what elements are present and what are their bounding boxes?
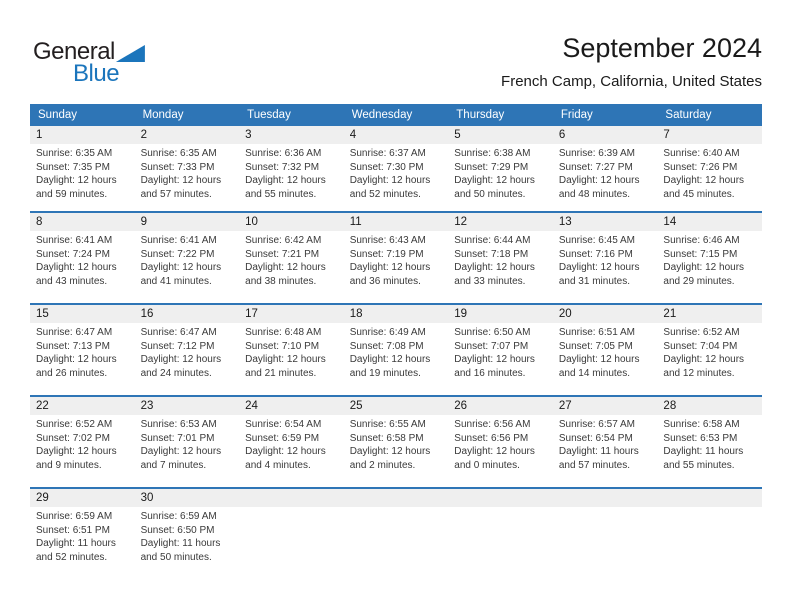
- week-row: [30, 211, 762, 303]
- day-daylight: Daylight: 12 hours and 38 minutes.: [245, 262, 326, 287]
- day-cell-6: [553, 126, 658, 211]
- day-number: 8: [30, 213, 135, 231]
- day-number: 21: [657, 305, 762, 323]
- day-daylight: Daylight: 12 hours and 50 minutes.: [454, 175, 535, 200]
- day-sunrise: Sunrise: 6:55 AM: [349, 419, 426, 430]
- day-sunrise: Sunrise: 6:35 AM: [36, 148, 113, 159]
- day-cell-9: [135, 213, 240, 303]
- day-details: [448, 231, 553, 288]
- day-daylight: Daylight: 12 hours and 33 minutes.: [454, 262, 535, 287]
- logo-text-blue: Blue: [73, 60, 120, 87]
- day-number: 11: [344, 213, 449, 231]
- day-sunset: Sunset: 7:32 PM: [245, 161, 320, 173]
- day-sunrise: Sunrise: 6:44 AM: [454, 235, 531, 246]
- day-sunset: Sunset: 6:53 PM: [663, 432, 738, 444]
- day-daylight: Daylight: 11 hours and 50 minutes.: [140, 538, 221, 563]
- day-details: [657, 415, 762, 472]
- day-daylight: Daylight: 12 hours and 55 minutes.: [245, 175, 326, 200]
- day-cell-20: [553, 305, 658, 395]
- day-sunrise: Sunrise: 6:59 AM: [140, 511, 217, 522]
- day-sunrise: Sunrise: 6:38 AM: [454, 148, 531, 159]
- day-daylight: Daylight: 12 hours and 12 minutes.: [663, 354, 745, 379]
- day-sunrise: Sunrise: 6:41 AM: [36, 235, 113, 246]
- day-sunrise: Sunrise: 6:41 AM: [140, 235, 217, 246]
- day-details: [344, 144, 449, 201]
- day-details: [344, 415, 449, 472]
- day-daylight: Daylight: 12 hours and 24 minutes.: [140, 354, 222, 379]
- day-details: [239, 415, 344, 472]
- day-details: [344, 231, 449, 288]
- day-number: 19: [448, 305, 553, 323]
- day-daylight: Daylight: 12 hours and 41 minutes.: [140, 262, 222, 287]
- calendar-body: [30, 126, 762, 579]
- day-details: [553, 415, 658, 472]
- day-daylight: Daylight: 12 hours and 45 minutes.: [663, 175, 745, 200]
- day-sunrise: Sunrise: 6:53 AM: [140, 419, 217, 430]
- day-sunset: Sunset: 7:30 PM: [349, 161, 424, 173]
- day-cell-empty: [553, 489, 658, 579]
- week-row: [30, 303, 762, 395]
- day-cell-12: [448, 213, 553, 303]
- day-number: 16: [135, 305, 240, 323]
- day-sunrise: Sunrise: 6:48 AM: [245, 327, 322, 338]
- day-details: [239, 144, 344, 201]
- week-row: [30, 487, 762, 579]
- page-subtitle: French Camp, California, United States: [501, 73, 762, 90]
- day-details: [30, 323, 135, 380]
- day-sunset: Sunset: 6:54 PM: [558, 432, 633, 444]
- day-number: 2: [135, 126, 240, 144]
- day-daylight: Daylight: 12 hours and 31 minutes.: [558, 262, 640, 287]
- day-number: 12: [448, 213, 553, 231]
- page-title: September 2024: [562, 33, 762, 63]
- weekday-header-monday: Monday: [142, 109, 184, 121]
- day-sunrise: Sunrise: 6:35 AM: [140, 148, 217, 159]
- day-sunrise: Sunrise: 6:45 AM: [558, 235, 635, 246]
- day-cell-27: [553, 397, 658, 487]
- day-sunrise: Sunrise: 6:51 AM: [558, 327, 635, 338]
- day-details: [657, 144, 762, 201]
- day-number: 20: [553, 305, 658, 323]
- day-sunset: Sunset: 7:10 PM: [245, 340, 320, 352]
- day-daylight: Daylight: 12 hours and 19 minutes.: [349, 354, 431, 379]
- day-daylight: Daylight: 12 hours and 52 minutes.: [349, 175, 431, 200]
- day-cell-23: [135, 397, 240, 487]
- day-sunset: Sunset: 7:15 PM: [663, 248, 738, 260]
- day-sunset: Sunset: 7:07 PM: [454, 340, 529, 352]
- day-sunset: Sunset: 7:16 PM: [558, 248, 633, 260]
- day-details: [30, 144, 135, 201]
- day-daylight: Daylight: 12 hours and 2 minutes.: [349, 446, 431, 471]
- day-cell-2: [135, 126, 240, 211]
- day-cell-22: [30, 397, 135, 487]
- day-sunrise: Sunrise: 6:49 AM: [349, 327, 426, 338]
- day-details: [657, 323, 762, 380]
- day-sunset: Sunset: 7:05 PM: [558, 340, 633, 352]
- day-cell-21: [657, 305, 762, 395]
- day-cell-16: [135, 305, 240, 395]
- day-cell-18: [344, 305, 449, 395]
- day-cell-28: [657, 397, 762, 487]
- day-number: 7: [657, 126, 762, 144]
- logo-triangle-icon: [116, 45, 145, 62]
- day-sunset: Sunset: 6:50 PM: [140, 524, 215, 536]
- weekday-header-row: [30, 104, 762, 126]
- day-cell-5: [448, 126, 553, 211]
- day-daylight: Daylight: 11 hours and 57 minutes.: [558, 446, 639, 471]
- day-details: [239, 323, 344, 380]
- day-daylight: Daylight: 12 hours and 4 minutes.: [245, 446, 326, 471]
- calendar: [30, 104, 762, 579]
- day-sunset: Sunset: 6:58 PM: [349, 432, 424, 444]
- day-details: [135, 507, 240, 564]
- day-number: 14: [657, 213, 762, 231]
- week-row: [30, 395, 762, 487]
- day-daylight: Daylight: 12 hours and 59 minutes.: [36, 175, 117, 200]
- day-details: [448, 415, 553, 472]
- week-row: [30, 126, 762, 211]
- day-sunrise: Sunrise: 6:59 AM: [36, 511, 113, 522]
- day-daylight: Daylight: 11 hours and 52 minutes.: [36, 538, 116, 563]
- day-sunset: Sunset: 7:24 PM: [36, 248, 110, 260]
- day-sunrise: Sunrise: 6:37 AM: [349, 148, 426, 159]
- day-cell-empty: [657, 489, 762, 579]
- day-cell-empty: [448, 489, 553, 579]
- general-blue-logo: [33, 38, 145, 87]
- day-details: [135, 323, 240, 380]
- day-sunset: Sunset: 6:51 PM: [36, 524, 110, 536]
- day-sunset: Sunset: 7:04 PM: [663, 340, 738, 352]
- day-details: [657, 231, 762, 288]
- day-number: 18: [344, 305, 449, 323]
- day-number: 24: [239, 397, 344, 415]
- day-sunrise: Sunrise: 6:40 AM: [663, 148, 740, 159]
- day-cell-8: [30, 213, 135, 303]
- day-number: 22: [30, 397, 135, 415]
- weekday-header-saturday: Saturday: [665, 109, 712, 121]
- day-daylight: Daylight: 12 hours and 36 minutes.: [349, 262, 431, 287]
- day-number: 27: [553, 397, 658, 415]
- day-daylight: Daylight: 12 hours and 9 minutes.: [36, 446, 117, 471]
- day-sunset: Sunset: 7:12 PM: [140, 340, 215, 352]
- day-sunset: Sunset: 7:33 PM: [140, 161, 215, 173]
- day-number: [344, 489, 449, 507]
- day-number: [657, 489, 762, 507]
- day-sunrise: Sunrise: 6:46 AM: [663, 235, 740, 246]
- day-details: [239, 231, 344, 288]
- day-cell-empty: [239, 489, 344, 579]
- day-daylight: Daylight: 12 hours and 43 minutes.: [36, 262, 117, 287]
- day-sunset: Sunset: 7:01 PM: [140, 432, 215, 444]
- day-sunrise: Sunrise: 6:52 AM: [663, 327, 740, 338]
- weekday-header-tuesday: Tuesday: [247, 109, 291, 121]
- day-details: [553, 231, 658, 288]
- day-number: 4: [344, 126, 449, 144]
- day-details: [135, 415, 240, 472]
- day-cell-4: [344, 126, 449, 211]
- day-sunrise: Sunrise: 6:39 AM: [558, 148, 635, 159]
- day-daylight: Daylight: 12 hours and 0 minutes.: [454, 446, 535, 471]
- day-number: [239, 489, 344, 507]
- day-sunset: Sunset: 7:19 PM: [349, 248, 424, 260]
- weekday-header-wednesday: Wednesday: [351, 109, 413, 121]
- day-cell-empty: [344, 489, 449, 579]
- day-number: 17: [239, 305, 344, 323]
- day-sunset: Sunset: 7:26 PM: [663, 161, 738, 173]
- day-sunrise: Sunrise: 6:47 AM: [140, 327, 217, 338]
- day-number: 5: [448, 126, 553, 144]
- day-details: [30, 507, 135, 564]
- day-daylight: Daylight: 12 hours and 57 minutes.: [140, 175, 222, 200]
- day-sunset: Sunset: 7:02 PM: [36, 432, 110, 444]
- weekday-header-friday: Friday: [560, 109, 593, 121]
- day-number: 6: [553, 126, 658, 144]
- day-details: [30, 415, 135, 472]
- day-cell-26: [448, 397, 553, 487]
- weekday-header-sunday: Sunday: [38, 109, 78, 121]
- day-sunset: Sunset: 7:18 PM: [454, 248, 529, 260]
- day-sunset: Sunset: 7:21 PM: [245, 248, 320, 260]
- day-details: [135, 231, 240, 288]
- weekday-header-thursday: Thursday: [456, 109, 505, 121]
- logo-text-general: General: [33, 38, 115, 65]
- day-cell-10: [239, 213, 344, 303]
- day-daylight: Daylight: 12 hours and 21 minutes.: [245, 354, 326, 379]
- day-number: [448, 489, 553, 507]
- day-number: 15: [30, 305, 135, 323]
- day-details: [553, 144, 658, 201]
- day-sunrise: Sunrise: 6:47 AM: [36, 327, 113, 338]
- day-sunset: Sunset: 7:27 PM: [558, 161, 633, 173]
- title-block: [501, 33, 762, 90]
- day-daylight: Daylight: 12 hours and 29 minutes.: [663, 262, 745, 287]
- day-sunrise: Sunrise: 6:42 AM: [245, 235, 322, 246]
- day-cell-3: [239, 126, 344, 211]
- day-sunset: Sunset: 6:59 PM: [245, 432, 320, 444]
- day-cell-7: [657, 126, 762, 211]
- day-number: 13: [553, 213, 658, 231]
- day-sunset: Sunset: 7:29 PM: [454, 161, 529, 173]
- day-cell-30: [135, 489, 240, 579]
- day-cell-11: [344, 213, 449, 303]
- day-number: [553, 489, 658, 507]
- day-sunset: Sunset: 7:35 PM: [36, 161, 110, 173]
- day-sunrise: Sunrise: 6:54 AM: [245, 419, 322, 430]
- day-details: [30, 231, 135, 288]
- day-details: [553, 323, 658, 380]
- day-cell-19: [448, 305, 553, 395]
- day-number: 25: [344, 397, 449, 415]
- day-number: 10: [239, 213, 344, 231]
- day-cell-15: [30, 305, 135, 395]
- day-sunrise: Sunrise: 6:56 AM: [454, 419, 531, 430]
- day-details: [448, 144, 553, 201]
- day-cell-14: [657, 213, 762, 303]
- day-number: 3: [239, 126, 344, 144]
- day-sunset: Sunset: 7:08 PM: [349, 340, 424, 352]
- day-number: 28: [657, 397, 762, 415]
- day-sunrise: Sunrise: 6:36 AM: [245, 148, 322, 159]
- day-number: 29: [30, 489, 135, 507]
- day-sunset: Sunset: 6:56 PM: [454, 432, 529, 444]
- day-sunrise: Sunrise: 6:43 AM: [349, 235, 426, 246]
- day-sunset: Sunset: 7:22 PM: [140, 248, 215, 260]
- day-cell-29: [30, 489, 135, 579]
- day-sunrise: Sunrise: 6:58 AM: [663, 419, 740, 430]
- day-sunrise: Sunrise: 6:50 AM: [454, 327, 531, 338]
- day-daylight: Daylight: 12 hours and 26 minutes.: [36, 354, 117, 379]
- day-details: [135, 144, 240, 201]
- day-daylight: Daylight: 12 hours and 16 minutes.: [454, 354, 535, 379]
- day-number: 1: [30, 126, 135, 144]
- day-cell-1: [30, 126, 135, 211]
- day-cell-24: [239, 397, 344, 487]
- day-sunset: Sunset: 7:13 PM: [36, 340, 110, 352]
- day-cell-25: [344, 397, 449, 487]
- day-cell-17: [239, 305, 344, 395]
- day-daylight: Daylight: 11 hours and 55 minutes.: [663, 446, 744, 471]
- day-daylight: Daylight: 12 hours and 7 minutes.: [140, 446, 222, 471]
- day-details: [448, 323, 553, 380]
- day-number: 30: [135, 489, 240, 507]
- day-daylight: Daylight: 12 hours and 14 minutes.: [558, 354, 640, 379]
- day-number: 26: [448, 397, 553, 415]
- day-sunrise: Sunrise: 6:57 AM: [558, 419, 635, 430]
- day-sunrise: Sunrise: 6:52 AM: [36, 419, 113, 430]
- day-number: 23: [135, 397, 240, 415]
- day-details: [344, 323, 449, 380]
- day-cell-13: [553, 213, 658, 303]
- day-daylight: Daylight: 12 hours and 48 minutes.: [558, 175, 640, 200]
- day-number: 9: [135, 213, 240, 231]
